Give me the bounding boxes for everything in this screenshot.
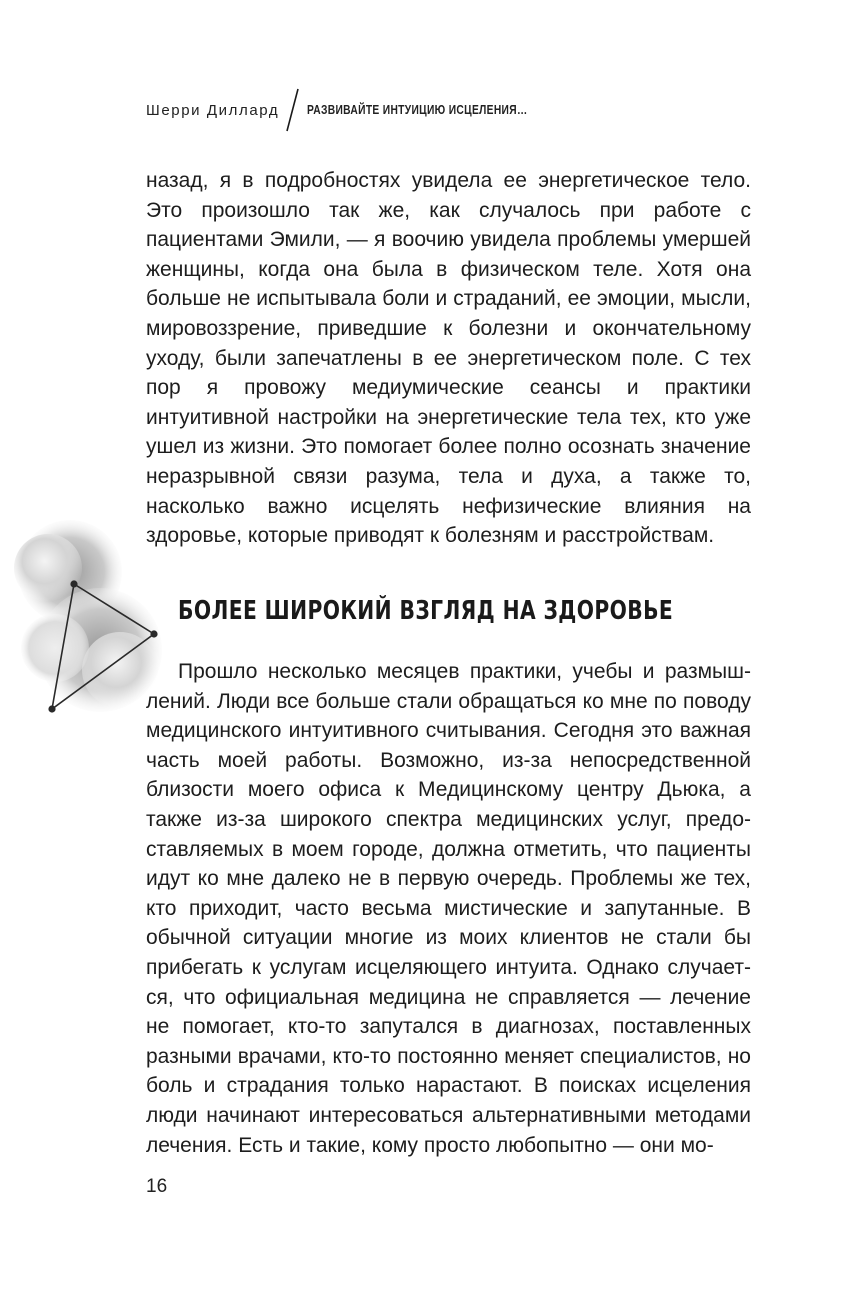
page-number: 16 bbox=[146, 1176, 168, 1197]
running-head-author: Шерри Диллард bbox=[146, 101, 280, 119]
running-head bbox=[146, 95, 576, 125]
section-heading: БОЛЕЕ ШИРОКИЙ ВЗГЛЯД НА ЗДОРОВЬЕ bbox=[178, 596, 674, 626]
triangle-bubbles-ornament-icon bbox=[0, 520, 170, 740]
body-paragraph: Прошло несколько месяцев практики, учебы и размышлений. Люди все больше стали обращаться ко мне по поводу медицинского интуитивного считывания. Сегодня это важная часть моей работы. Возможно, из-за непосредственной близости моего офиса к Медицинскому центру Дьюка, а также из-за широкого спектра медицинских услуг, предоставляемых в моем городе, должна отметить, что пациенты идут ко мне далеко не в первую очередь. Проблемы же тех, кто приходит, часто весьма мистические и запутанные. В обычной ситуации многие из моих клиентов не стали бы прибегать к услугам исцеляющего интуита. Однако случается, что официальная медицина не справляется — лечение не помогает, кто-то запутался в диагнозах, поставленных разными врачами, кто-то постоянно меняет специалистов, но боль и страдания только нарастают. В поисках исцеления люди начинают интересоваться альтернативными методами лечения. Есть и такие, кому просто любопытно — они мо- bbox=[146, 660, 751, 1157]
running-head-book-title: РАЗВИВАЙТЕ ИНТУИЦИЮ ИСЦЕЛЕНИЯ… bbox=[307, 103, 528, 117]
body-paragraph: назад, я в подробностях увидела ее энергетическое тело. Это произошло так же, как случалось при работе с пациентами Эмили, — я воочию увидела проблемы умершей женщины, когда она была в физическом теле. Хотя она больше не испытывала боли и страданий, ее эмоции, мысли, мировоззрение, приведшие к болезни и окончательному уходу, были запечатлены в ее энергетическом поле. С тех пор я провожу медиумические сеансы и практики интуитивной настройки на энергетические тела тех, кто уже ушел из жизни. Это помогает более полно осознать значение неразрывной связи разума, тела и духа, а также то, насколько важно исцелять нефизические влияния на здоровье, которые приводят к болезням и расстройствам. bbox=[146, 169, 751, 548]
slash-divider-icon bbox=[283, 87, 303, 133]
